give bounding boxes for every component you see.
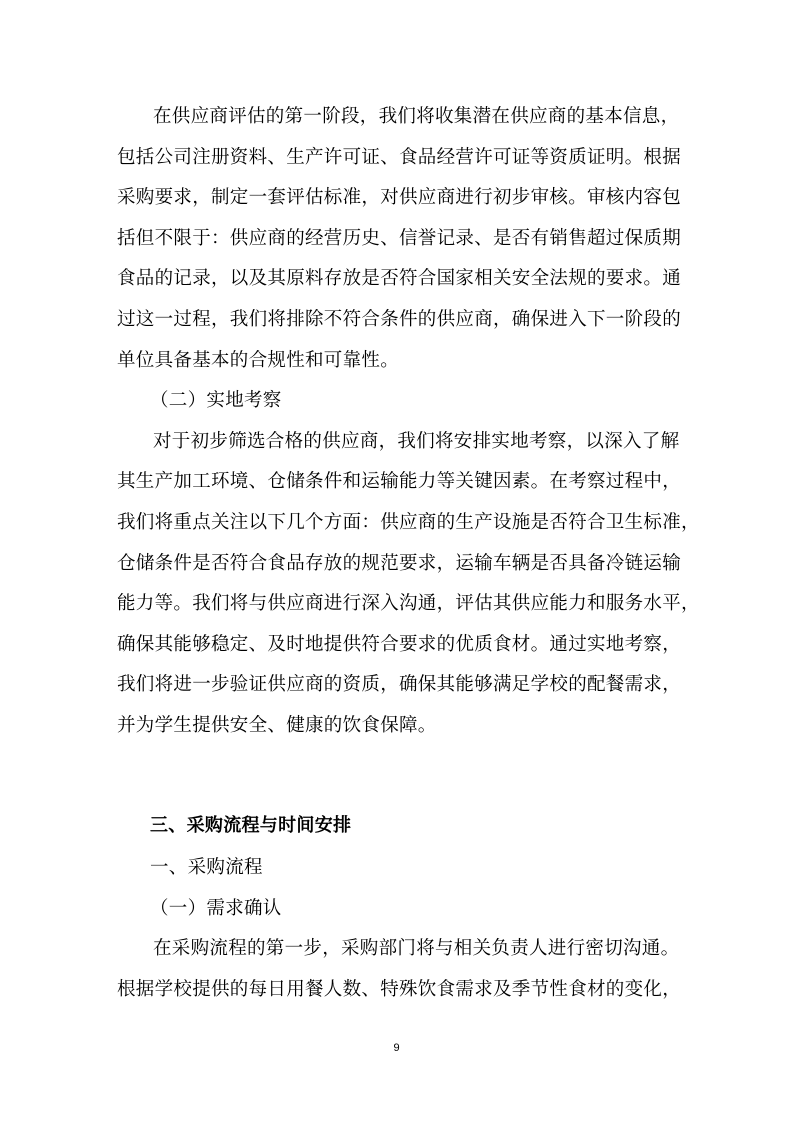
section-subheading: （二）实地考察 <box>150 390 282 411</box>
section-subheading: （一）需求确认 <box>150 898 282 919</box>
paragraph-line: 单位具备基本的合规性和可靠性。 <box>117 350 400 371</box>
page-number: 9 <box>393 1042 400 1054</box>
paragraph-line: 并为学生提供安全、健康的饮食保障。 <box>117 715 437 736</box>
paragraph-line: 确保其能够稳定、及时地提供符合要求的优质食材。通过实地考察， <box>117 634 682 655</box>
paragraph-line: 我们将进一步验证供应商的资质，确保其能够满足学校的配餐需求， <box>117 674 682 695</box>
paragraph-line: 能力等。我们将与供应商进行深入沟通，评估其供应能力和服务水平， <box>117 593 700 614</box>
paragraph-line: 在采购流程的第一步，采购部门将与相关负责人进行密切沟通。 <box>153 938 680 959</box>
paragraph-line: 对于初步筛选合格的供应商，我们将安排实地考察，以深入了解 <box>153 431 680 452</box>
paragraph-line: 在供应商评估的第一阶段，我们将收集潜在供应商的基本信息， <box>153 106 680 127</box>
paragraph-line: 食品的记录，以及其原料存放是否符合国家相关安全法规的要求。通 <box>117 268 682 289</box>
paragraph-line: 根据学校提供的每日用餐人数、特殊饮食需求及季节性食材的变化， <box>117 979 682 1000</box>
paragraph-line: 仓储条件是否符合食品存放的规范要求，运输车辆是否具备冷链运输 <box>117 553 682 574</box>
section-subheading: 一、采购流程 <box>150 857 263 878</box>
paragraph-line: 包括公司注册资料、生产许可证、食品经营许可证等资质证明。根据 <box>117 147 682 168</box>
paragraph-line: 我们将重点关注以下几个方面：供应商的生产设施是否符合卫生标准， <box>117 512 700 533</box>
section-heading: 三、采购流程与时间安排 <box>150 815 352 836</box>
paragraph-line: 过这一过程，我们将排除不符合条件的供应商，确保进入下一阶段的 <box>117 309 682 330</box>
paragraph-line: 采购要求，制定一套评估标准，对供应商进行初步审核。审核内容包 <box>117 187 682 208</box>
paragraph-line: 括但不限于：供应商的经营历史、信誉记录、是否有销售超过保质期 <box>117 228 682 249</box>
paragraph-line: 其生产加工环境、仓储条件和运输能力等关键因素。在考察过程中， <box>117 471 682 492</box>
